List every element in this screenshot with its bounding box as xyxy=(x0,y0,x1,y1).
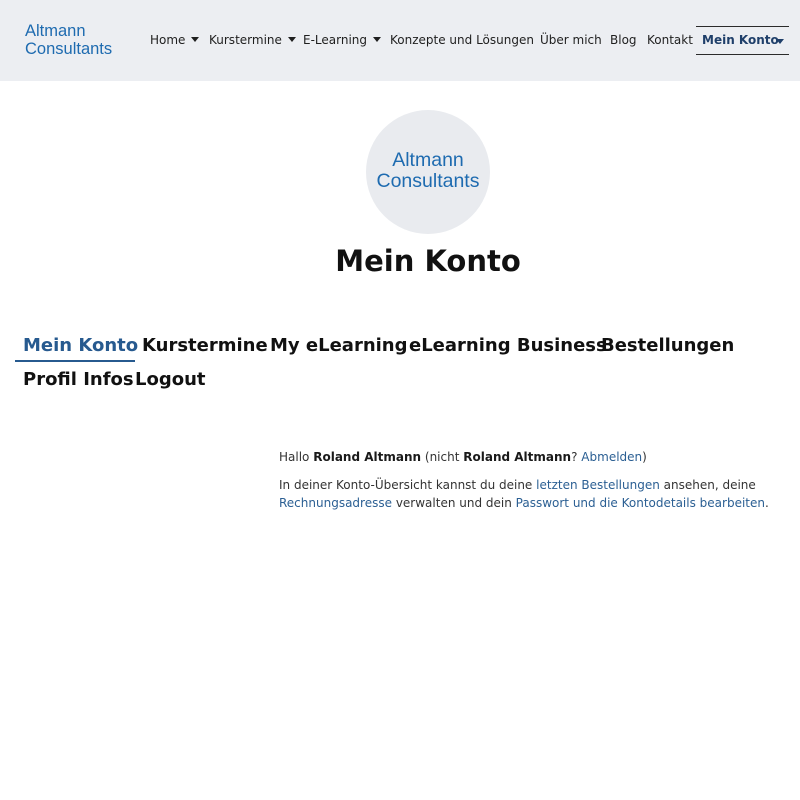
logout-link[interactable]: Abmelden xyxy=(581,450,643,464)
overview-text-1: In deiner Konto-Übersicht kannst du deine xyxy=(279,478,533,492)
site-header xyxy=(0,0,800,81)
user-name: Roland Altmann xyxy=(313,450,422,464)
logo-line-1: Altmann xyxy=(25,22,86,40)
nav-label-ueber-mich: Über mich xyxy=(540,33,602,47)
overview-text-2: ansehen, deine xyxy=(663,478,756,492)
account-details-link[interactable]: Passwort und die Kontodetails bearbeiten xyxy=(515,496,765,510)
nav-label-blog: Blog xyxy=(610,33,637,47)
logo-line-2: Consultants xyxy=(25,40,113,58)
nav-item-ueber-mich[interactable] xyxy=(540,33,602,47)
active-tab-indicator xyxy=(15,360,135,362)
chevron-down-icon xyxy=(288,37,296,42)
overview-text-3: verwalten und dein xyxy=(395,496,512,510)
nav-item-kontakt[interactable] xyxy=(647,33,693,47)
tab-mein-konto[interactable]: Mein Konto xyxy=(23,335,139,356)
avatar-logo xyxy=(366,150,490,192)
close-paren: ) xyxy=(642,450,647,464)
nav-label-home: Home xyxy=(150,33,186,47)
billing-address-link[interactable]: Rechnungsadresse xyxy=(279,496,392,510)
account-dashboard xyxy=(279,448,779,512)
tab-my-elearning[interactable]: My eLearning xyxy=(270,335,408,356)
nav-item-blog[interactable] xyxy=(610,33,637,47)
not-prefix: (nicht xyxy=(424,450,460,464)
nav-label-elearning: E-Learning xyxy=(303,33,368,47)
greeting xyxy=(279,448,779,466)
tab-profil-infos[interactable]: Profil Infos xyxy=(23,369,134,390)
nav-label-kontakt: Kontakt xyxy=(647,33,693,47)
tab-elearning-business[interactable]: eLearning Business xyxy=(409,335,607,356)
nav-label-kurstermine: Kurstermine xyxy=(209,33,282,47)
chevron-down-icon xyxy=(191,37,199,42)
nav-item-mein-konto[interactable] xyxy=(696,26,789,55)
page-title: Mein Konto xyxy=(335,244,521,278)
tab-logout[interactable]: Logout xyxy=(135,369,206,390)
overview-text xyxy=(279,476,779,512)
avatar xyxy=(366,110,490,234)
chevron-down-icon xyxy=(776,39,784,44)
nav-item-konzepte[interactable] xyxy=(390,33,534,47)
recent-orders-link[interactable]: letzten Bestellungen xyxy=(536,478,660,492)
nav-item-home[interactable] xyxy=(150,33,199,47)
overview-text-4: . xyxy=(764,496,769,510)
user-name-2: Roland Altmann xyxy=(463,450,572,464)
tab-kurstermine[interactable]: Kurstermine xyxy=(142,335,268,356)
nav-label-mein-konto: Mein Konto xyxy=(702,33,779,47)
nav-label-konzepte: Konzepte und Lösungen xyxy=(390,33,534,47)
avatar-line-1: Altmann xyxy=(392,149,464,171)
chevron-down-icon xyxy=(373,37,381,42)
nav-item-kurstermine[interactable] xyxy=(209,33,296,47)
tab-bestellungen[interactable]: Bestellungen xyxy=(601,335,735,356)
avatar-line-2: Consultants xyxy=(376,170,480,192)
question-mark: ? xyxy=(571,450,578,464)
greeting-prefix: Hallo xyxy=(279,450,310,464)
site-logo[interactable] xyxy=(25,22,112,58)
nav-item-elearning[interactable] xyxy=(303,33,381,47)
